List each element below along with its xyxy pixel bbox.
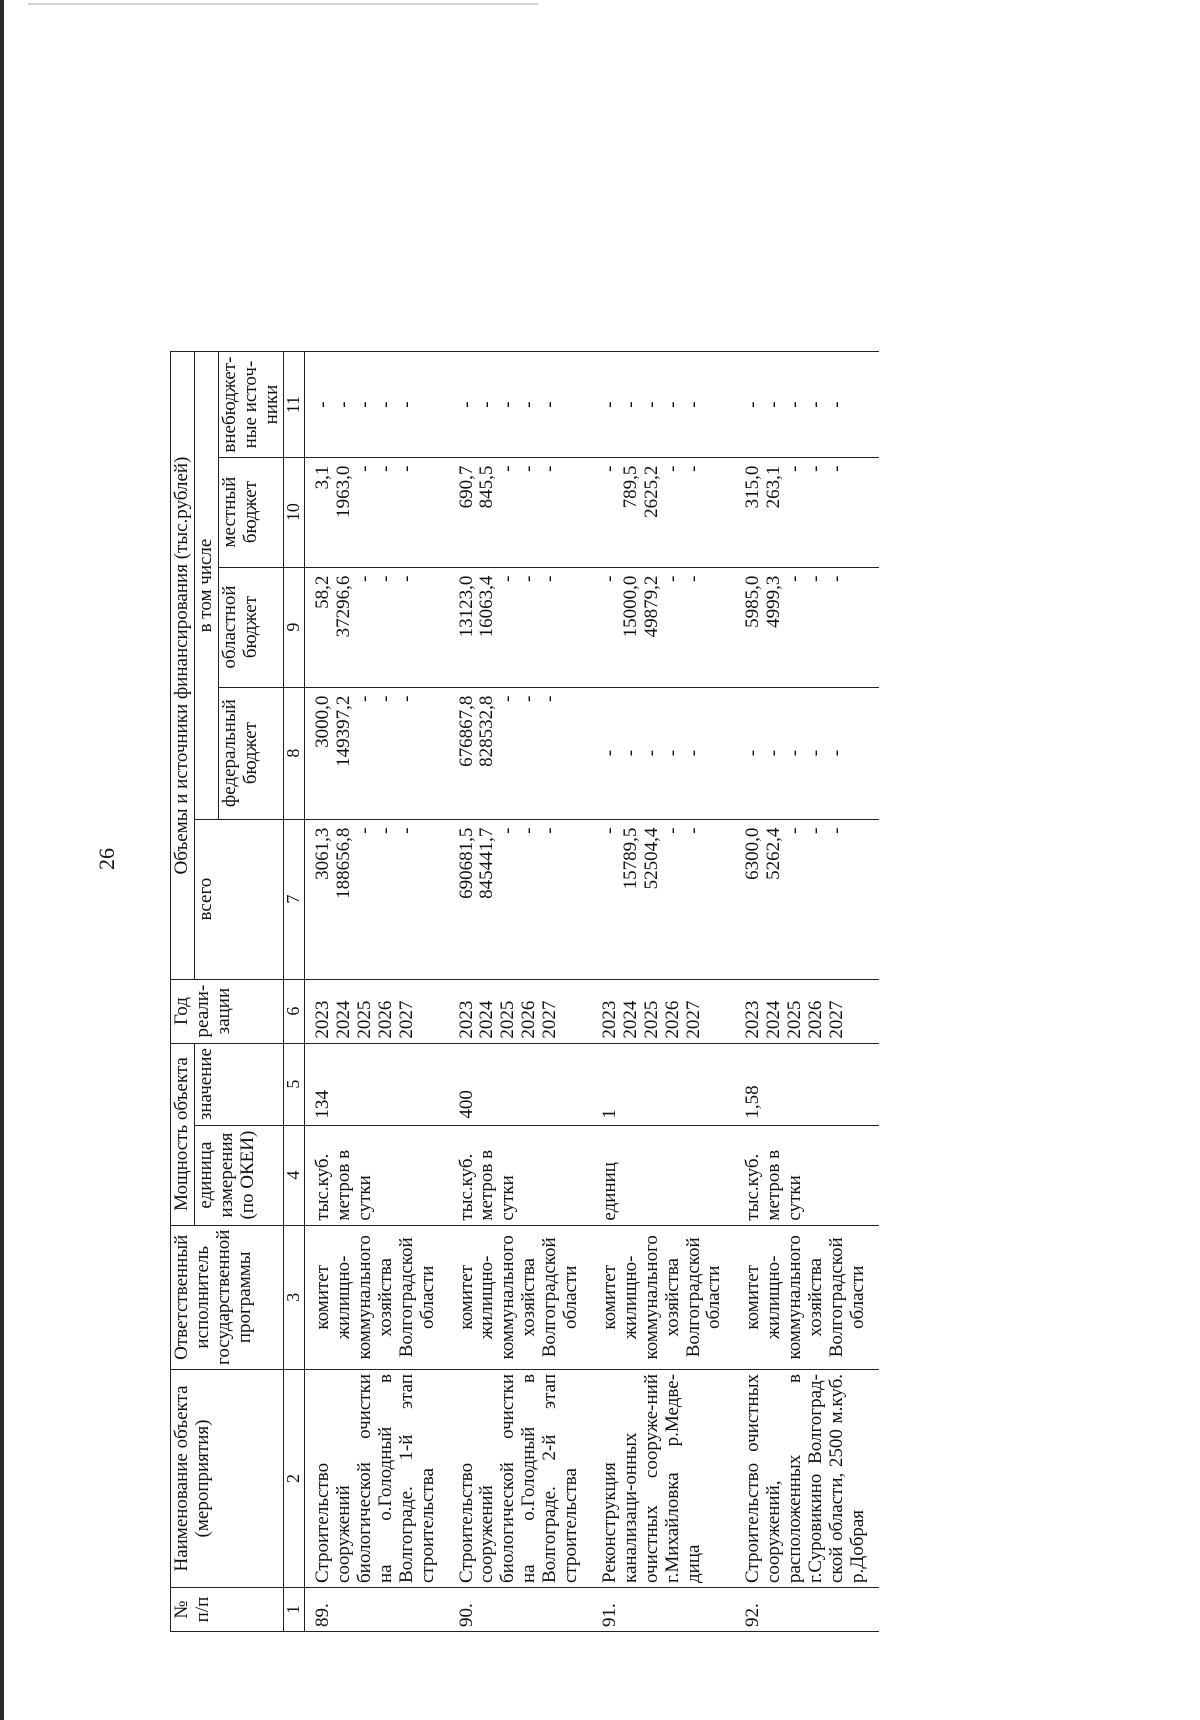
header-col4: единица измерения (по ОКЕИ)	[194, 1125, 284, 1225]
local-budget: - 789,5 2625,2 - -	[592, 457, 735, 567]
federal-budget: 3000,0 149397,2 - - -	[305, 687, 449, 819]
column-number: 4	[284, 1125, 305, 1225]
header-in-that: в том числе	[194, 352, 218, 819]
row-number: 91.	[592, 1588, 735, 1632]
column-number: 8	[284, 687, 305, 819]
years: 2023 2024 2025 2026 2027	[449, 979, 592, 1043]
local-budget: 690,7 845,5 - - -	[449, 457, 592, 567]
header-col6: Год реали-зации	[171, 979, 284, 1043]
table-row	[449, 352, 592, 1632]
header-col7: всего	[194, 819, 284, 979]
total: 3061,3 188656,8 - - -	[305, 819, 449, 979]
column-number: 10	[284, 457, 305, 567]
total: 6300,0 5262,4 - - -	[735, 819, 878, 979]
total: 690681,5 845441,7 - - -	[449, 819, 592, 979]
header-capacity: Мощность объекта	[171, 1043, 195, 1225]
executor: комитет жилищно-коммунального хозяйства Волгоградской области	[735, 1225, 878, 1369]
column-number: 7	[284, 819, 305, 979]
table-row	[305, 352, 449, 1632]
column-number: 2	[284, 1370, 305, 1588]
column-number-row	[284, 352, 305, 1632]
column-number: 1	[284, 1588, 305, 1632]
row-number: 90.	[449, 1588, 592, 1632]
object-name: Строительство сооружений биологической очистки на о.Голодный в Волгограде. 1-й этап строительства	[305, 1370, 449, 1588]
regional-budget: - 15000,0 49879,2 - -	[592, 567, 735, 687]
total: - 15789,5 52504,4 - -	[592, 819, 735, 979]
header-col11: внебюджет-ные источ-ники	[218, 352, 284, 457]
column-number: 3	[284, 1225, 305, 1369]
header-col3: Ответственный исполнитель государственной программы	[171, 1225, 284, 1369]
header-col10: местный бюджет	[218, 457, 284, 567]
executor: комитет жилищно-коммунального хозяйства Волгоградской области	[592, 1225, 735, 1369]
capacity-value: 134	[305, 1043, 449, 1125]
regional-budget: 58,2 37296,6 - - -	[305, 567, 449, 687]
federal-budget: - - - - -	[592, 687, 735, 819]
years: 2023 2024 2025 2026 2027	[592, 979, 735, 1043]
column-number: 6	[284, 979, 305, 1043]
header-finance: Объемы и источники финансирования (тыс.рублей)	[171, 352, 195, 979]
local-budget: 3,1 1963,0 - - -	[305, 457, 449, 567]
federal-budget: - - - - -	[735, 687, 878, 819]
object-name: Строительство очистных сооружений, расположенных в г.Суровикино Волгоград-ской области, 2500 м.куб. р.Добрая	[735, 1370, 878, 1588]
capacity-value: 1,58	[735, 1043, 878, 1125]
extra-budget: - - - - -	[735, 352, 878, 457]
years: 2023 2024 2025 2026 2027	[735, 979, 878, 1043]
header-col9: областной бюджет	[218, 567, 284, 687]
unit: единиц	[592, 1125, 735, 1225]
unit: тыс.куб. метров в сутки	[449, 1125, 592, 1225]
extra-budget: - - - - -	[592, 352, 735, 457]
column-number: 9	[284, 567, 305, 687]
finance-table	[170, 352, 879, 1633]
object-name: Реконструкция канализаци-онных очистных сооруже-ний г.Михайловка р.Медве-дица	[592, 1370, 735, 1588]
header-col8: федеральный бюджет	[218, 687, 284, 819]
page-number: 26	[94, 848, 119, 870]
table-row	[735, 352, 878, 1632]
extra-budget: - - - - -	[449, 352, 592, 457]
table-row	[592, 352, 735, 1632]
header-col5: значение	[194, 1043, 284, 1125]
executor: комитет жилищно-коммунального хозяйства Волгоградской области	[305, 1225, 449, 1369]
regional-budget: 5985,0 4999,3 - - -	[735, 567, 878, 687]
object-name: Строительство сооружений биологической очистки на о.Голодный в Волгограде. 2-й этап строительства	[449, 1370, 592, 1588]
capacity-value: 400	[449, 1043, 592, 1125]
unit: тыс.куб. метров в сутки	[735, 1125, 878, 1225]
federal-budget: 676867,8 828532,8 - - -	[449, 687, 592, 819]
column-number: 5	[284, 1043, 305, 1125]
capacity-value: 1	[592, 1043, 735, 1125]
years: 2023 2024 2025 2026 2027	[305, 979, 449, 1043]
local-budget: 315,0 263,1 - - -	[735, 457, 878, 567]
executor: комитет жилищно-коммунального хозяйства Волгоградской области	[449, 1225, 592, 1369]
extra-budget: - - - - -	[305, 352, 449, 457]
header-col1: № п/п	[171, 1588, 284, 1632]
row-number: 89.	[305, 1588, 449, 1632]
header-col2: Наименование объекта (мероприятия)	[171, 1370, 284, 1588]
row-number: 92.	[735, 1588, 878, 1632]
unit: тыс.куб. метров в сутки	[305, 1125, 449, 1225]
regional-budget: 13123,0 16063,4 - - -	[449, 567, 592, 687]
column-number: 11	[284, 352, 305, 457]
